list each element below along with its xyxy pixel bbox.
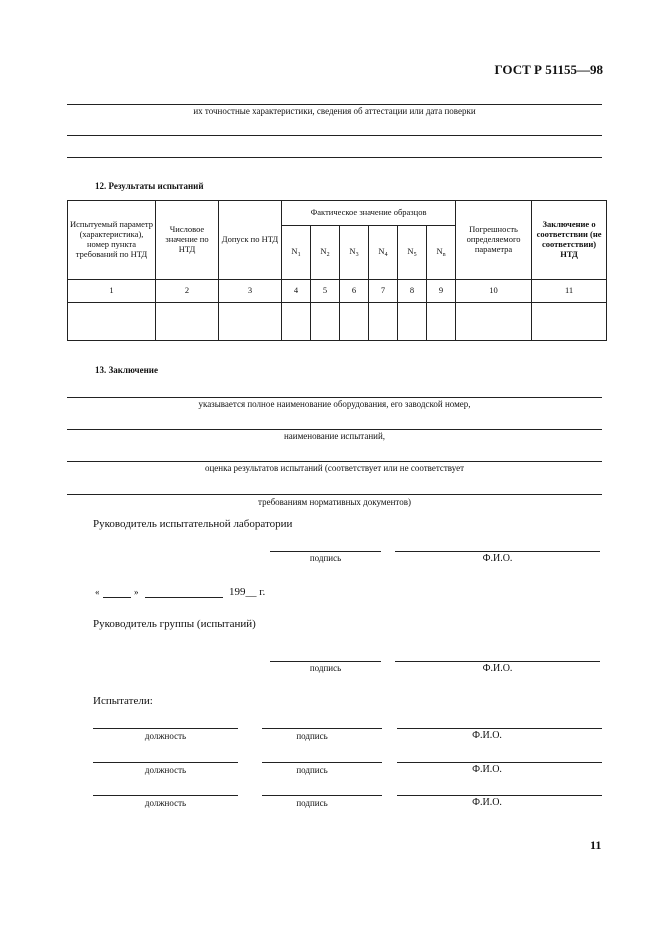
header-param: Испытуемый параметр (характеристика), номер пункта требований по НТД [68,201,156,280]
standard-code: ГОСТ Р 51155—98 [494,62,603,77]
date-day-line [103,597,131,598]
fio-line [397,728,602,729]
fio-caption: Ф.И.О. [472,730,502,741]
position-caption: должность [144,731,187,741]
position-line [93,762,238,763]
column-number: 11 [532,280,607,303]
header-conclusion: Заключение о соответствии (не соответствии) НТД [532,201,607,280]
signature-caption: подпись [296,798,328,808]
column-number: 4 [282,280,311,303]
signature-line [262,728,382,729]
fill-line [67,157,602,158]
fill-line [67,135,602,136]
header-tolerance: Допуск по НТД [219,201,282,280]
conclusion-caption-3: оценка результатов испытаний (соответствует или не соответствует [204,463,465,473]
signature-caption: подпись [296,731,328,741]
signature-line [270,661,381,662]
sample-header: $N_4$ [369,226,398,280]
signature-caption: подпись [296,765,328,775]
date-year: 199__ г. [229,586,266,598]
sample-header: $N_n$ [427,226,456,280]
testers-label: Испытатели: [93,695,153,707]
results-table [67,200,607,341]
sample-header: $N_5$ [398,226,427,280]
signature-line [262,762,382,763]
column-number: 1 [68,280,156,303]
lab-head-label: Руководитель испытательной лаборатории [93,518,293,530]
conclusion-caption-2: наименование испытаний, [283,431,386,441]
header-actual: Фактическое значение образцов [282,201,456,226]
fill-line [67,104,602,105]
position-caption: должность [144,798,187,808]
section-12-title: 12. Результаты испытаний [95,181,204,191]
date-open-quote: « [95,587,100,597]
fio-caption: Ф.И.О. [472,797,502,808]
conclusion-caption-4: требованиям нормативных документов) [258,497,411,507]
sample-header: $N_3$ [340,226,369,280]
fio-caption: Ф.И.О. [482,553,513,564]
column-number: 8 [398,280,427,303]
column-number: 5 [311,280,340,303]
position-line [93,795,238,796]
position-line [93,728,238,729]
position-caption: должность [144,765,187,775]
conclusion-caption-1: указывается полное наименование оборудования, его заводской номер, [198,399,471,409]
column-number: 9 [427,280,456,303]
page-number: 11 [590,838,602,852]
column-number: 2 [156,280,219,303]
fio-line [395,661,600,662]
header-value: Числовое значение по НТД [156,201,219,280]
signature-caption: подпись [309,553,342,563]
column-number: 10 [456,280,532,303]
fio-line [397,762,602,763]
fill-line [67,461,602,462]
date-close-quote: » [134,587,139,597]
fio-line [395,551,600,552]
group-head-label: Руководитель группы (испытаний) [93,618,256,630]
table-row [68,303,607,341]
fio-line [397,795,602,796]
fio-caption: Ф.И.О. [472,764,502,775]
date-month-line [145,597,223,598]
signature-line [262,795,382,796]
column-number: 3 [219,280,282,303]
sample-header: $N_1$ [282,226,311,280]
signature-caption: подпись [309,663,342,673]
equipment-caption: их точностные характеристики, сведения об аттестации или дата поверки [193,106,476,116]
column-number: 6 [340,280,369,303]
column-number: 7 [369,280,398,303]
fill-line [67,429,602,430]
header-error: Погрешность определяемого параметра [456,201,532,280]
signature-line [270,551,381,552]
sample-header: $N_2$ [311,226,340,280]
fill-line [67,494,602,495]
section-13-title: 13. Заключение [95,365,158,375]
fio-caption: Ф.И.О. [482,663,513,674]
fill-line [67,397,602,398]
